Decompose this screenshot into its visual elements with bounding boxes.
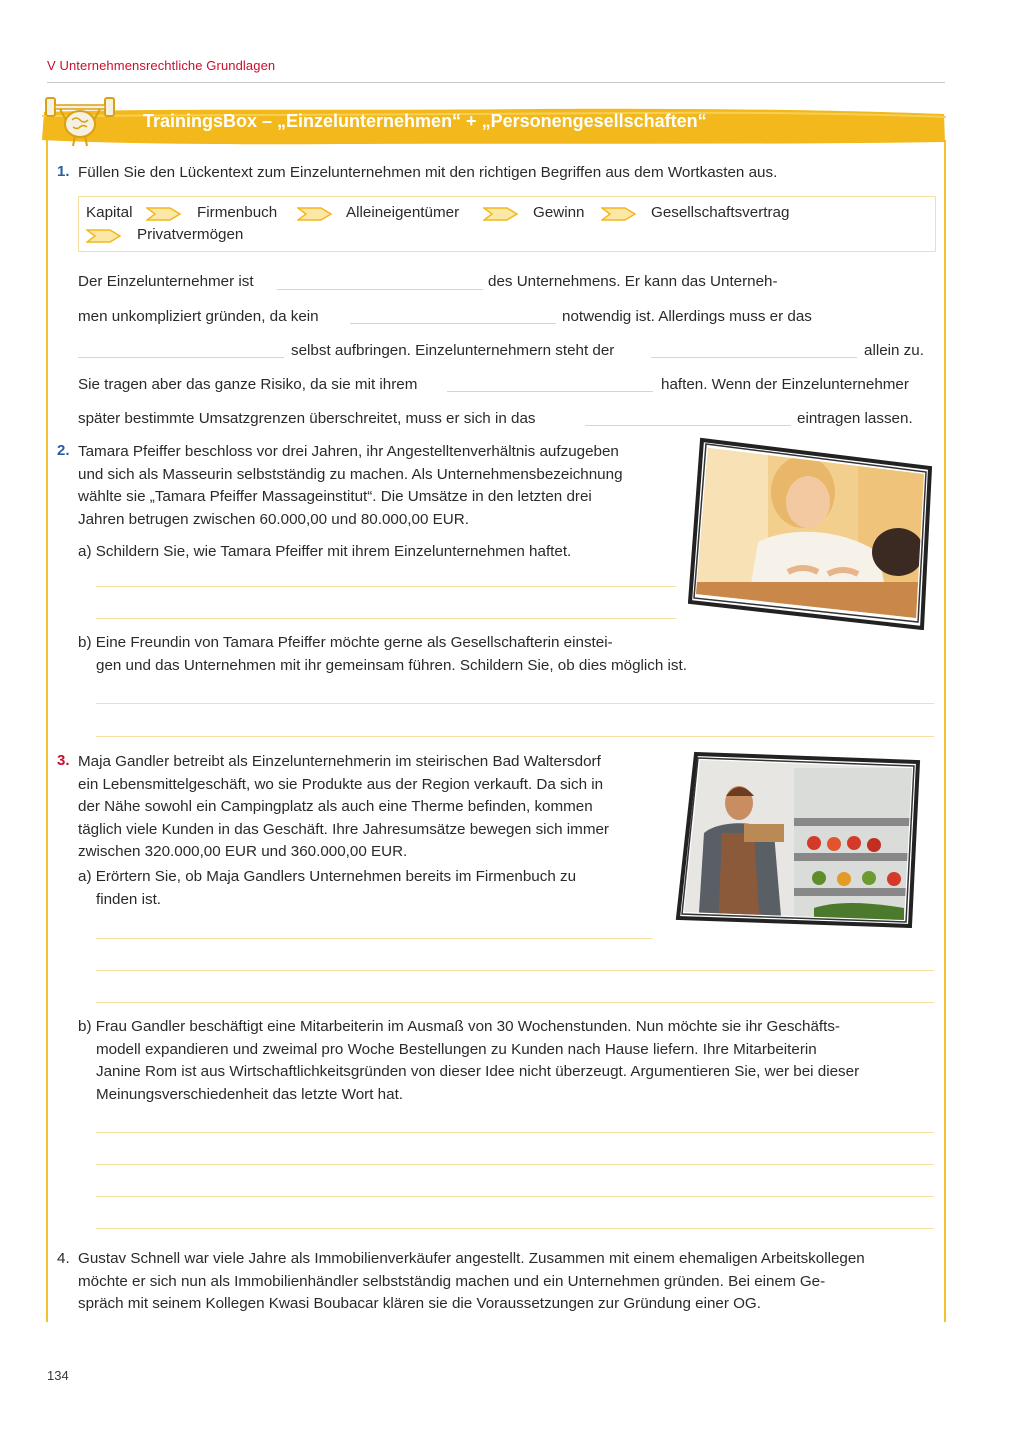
arrow-icon — [146, 206, 182, 222]
text-line: b) Eine Freundin von Tamara Pfeiffer möchte gerne als Gesellschafterin einstei- — [78, 634, 613, 651]
question-2-text — [78, 441, 688, 531]
question-3-text — [78, 751, 678, 864]
page-number: 134 — [47, 1368, 69, 1383]
cloze-text: selbst aufbringen. Einzelunternehmern steht der — [291, 342, 615, 359]
question-2b — [78, 632, 687, 677]
arrow-icon — [601, 206, 637, 222]
question-4-text — [78, 1248, 944, 1316]
chapter-heading: V Unternehmensrechtliche Grundlagen — [47, 58, 276, 73]
answer-line[interactable] — [96, 703, 934, 704]
answer-line[interactable] — [96, 1164, 934, 1165]
answer-line[interactable] — [96, 1228, 934, 1229]
text-line: finden ist. — [96, 890, 162, 908]
header-divider — [47, 82, 945, 83]
cloze-gap-2[interactable] — [350, 323, 556, 324]
cloze-text: notwendig ist. Allerdings muss er das — [562, 308, 812, 325]
grocery-store-photo — [674, 748, 924, 928]
answer-line[interactable] — [96, 736, 934, 737]
answer-line[interactable] — [96, 586, 676, 587]
text-line: Janine Rom ist aus Wirtschaftlichkeitsgründen von dieser Idee nicht überzeugt. Argumentieren Sie, wer bei dieser — [96, 1063, 860, 1081]
text-line: zwischen 320.000,00 EUR und 360.000,00 EUR. — [78, 843, 408, 861]
cloze-gap-5[interactable] — [447, 391, 653, 392]
answer-line[interactable] — [96, 1132, 934, 1133]
cloze-text: allein zu. — [864, 342, 924, 359]
text-line: Tamara Pfeiffer beschloss vor drei Jahren, ihr Angestelltenverhältnis aufzugeben — [78, 443, 619, 460]
text-line: ein Lebensmittelgeschäft, wo sie Produkte aus der Region verkauft. Da sich in — [78, 775, 604, 793]
massage-photo — [688, 432, 936, 630]
word-kapital: Kapital — [86, 204, 133, 221]
word-firmenbuch: Firmenbuch — [197, 204, 278, 221]
cloze-text: men unkompliziert gründen, da kein — [78, 308, 319, 325]
cloze-gap-6[interactable] — [585, 425, 791, 426]
word-gesellschaftsvertrag: Gesellschaftsvertrag — [651, 204, 790, 221]
cloze-gap-1[interactable] — [277, 289, 483, 290]
text-line: wählte sie „Tamara Pfeiffer Massageinstitut“. Die Umsätze in den letzten drei — [78, 488, 592, 506]
question-1-prompt: Füllen Sie den Lückentext zum Einzelunternehmen mit den richtigen Begriffen aus dem Wortkasten aus. — [78, 164, 778, 181]
cloze-text: Sie tragen aber das ganze Risiko, da sie mit ihrem — [78, 376, 418, 393]
text-line: Meinungsverschiedenheit das letzte Wort hat. — [96, 1085, 404, 1103]
weightlifting-brain-icon — [44, 90, 116, 150]
answer-line[interactable] — [96, 970, 934, 971]
answer-line[interactable] — [96, 1196, 934, 1197]
answer-line[interactable] — [96, 618, 676, 619]
text-line: und sich als Masseurin selbstständig zu machen. Als Unternehmensbezeichnung — [78, 465, 623, 483]
answer-line[interactable] — [96, 938, 652, 939]
arrow-icon — [483, 206, 519, 222]
text-line: b) Frau Gandler beschäftigt eine Mitarbeiterin im Ausmaß von 30 Wochenstunden. Nun möchte sie ihr Geschäfts- — [78, 1018, 840, 1035]
arrow-icon — [297, 206, 333, 222]
cloze-text: des Unternehmens. Er kann das Unterneh- — [488, 273, 778, 290]
text-line: gen und das Unternehmen mit ihr gemeinsam führen. Schildern Sie, ob dies möglich ist. — [96, 656, 687, 674]
text-line: Gustav Schnell war viele Jahre als Immobilienverkäufer angestellt. Zusammen mit einem ehemaligen Arbeitskollegen — [78, 1250, 865, 1267]
cloze-text: haften. Wenn der Einzelunternehmer — [661, 376, 909, 393]
text-line: Maja Gandler betreibt als Einzelunternehmerin im steirischen Bad Waltersdorf — [78, 753, 601, 770]
word-alleineigentuemer: Alleineigentümer — [346, 204, 460, 221]
question-3a — [78, 866, 576, 911]
cloze-gap-4[interactable] — [651, 357, 857, 358]
word-gewinn: Gewinn — [533, 204, 585, 221]
text-line: täglich viele Kunden in das Geschäft. Ihre Jahresumsätze bewegen sich immer — [78, 820, 609, 838]
text-line: möchte er sich nun als Immobilienhändler selbstständig machen und ein Unternehmen gründen. Bei einem Ge- — [78, 1272, 826, 1290]
cloze-text: später bestimmte Umsatzgrenzen überschreitet, muss er sich in das — [78, 410, 536, 427]
text-line: Jahren betrugen zwischen 60.000,00 und 80.000,00 EUR. — [78, 510, 469, 528]
text-line: der Nähe sowohl ein Campingplatz als auch eine Therme befinden, kommen — [78, 798, 593, 816]
cloze-text: Der Einzelunternehmer ist — [78, 273, 254, 290]
box-right-border — [944, 140, 946, 1322]
question-3-number: 3. — [57, 752, 70, 769]
text-line: spräch mit seinem Kollegen Kwasi Boubacar klären sie die Voraussetzungen zur Gründung einer OG. — [78, 1295, 761, 1313]
cloze-text: eintragen lassen. — [797, 410, 913, 427]
question-1-number: 1. — [57, 163, 70, 180]
question-3b — [78, 1016, 938, 1106]
arrow-icon — [86, 228, 122, 244]
answer-line[interactable] — [96, 1002, 934, 1003]
trainingsbox-title: TrainingsBox – „Einzelunternehmen“ + „Personengesellschaften“ — [143, 111, 707, 131]
question-2a: a) Schildern Sie, wie Tamara Pfeiffer mit ihrem Einzelunternehmen haftet. — [78, 543, 572, 560]
question-4-number: 4. — [57, 1250, 70, 1267]
cloze-gap-3[interactable] — [78, 357, 284, 358]
box-left-border — [46, 140, 48, 1322]
word-privatvermoegen: Privatvermögen — [137, 226, 244, 243]
text-line: modell expandieren und zweimal pro Woche Bestellungen zu Kunden nach Hause liefern. Ihre Mitarbeiterin — [96, 1040, 817, 1058]
text-line: a) Erörtern Sie, ob Maja Gandlers Unternehmen bereits im Firmenbuch zu — [78, 868, 577, 885]
question-2-number: 2. — [57, 442, 70, 459]
